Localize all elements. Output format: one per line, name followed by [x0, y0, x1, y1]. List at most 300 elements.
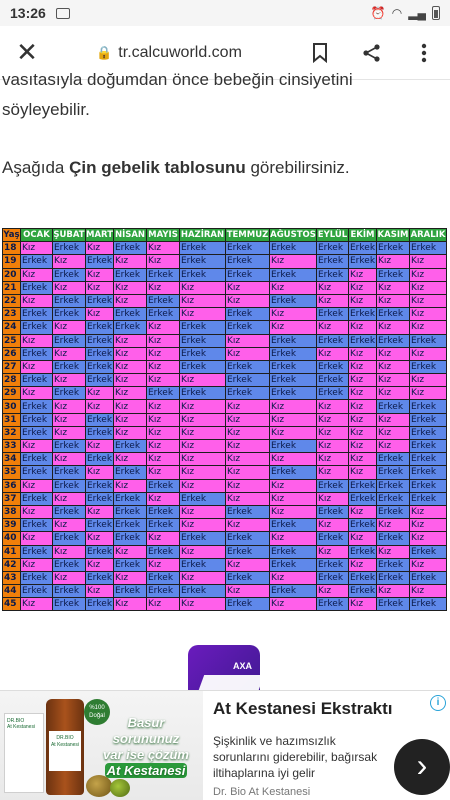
table-row	[3, 242, 447, 255]
girl-cell: Kız	[349, 532, 377, 545]
girl-cell: Kız	[270, 479, 317, 492]
ad-source: Dr. Bio At Kestanesi	[213, 786, 311, 798]
intro-text-after: görebilirsiniz.	[245, 158, 350, 177]
boy-cell: Erkek	[350, 586, 376, 597]
age-cell: 31	[3, 413, 21, 426]
girl-cell: Kız	[114, 545, 147, 558]
boy-cell: Erkek	[53, 558, 86, 571]
url-field[interactable]	[54, 44, 294, 62]
status-time: 13:26	[10, 5, 46, 21]
table-row	[3, 598, 447, 611]
boy-cell: Erkek	[53, 294, 86, 307]
boy-cell: Erkek	[270, 360, 317, 373]
month-header: EKİM	[350, 230, 375, 241]
boy-cell: Erkek	[21, 321, 53, 334]
ad-content[interactable]	[203, 691, 450, 800]
girl-cell: Kız	[410, 321, 447, 334]
girl-cell: Kız	[270, 281, 317, 294]
girl-cell: Kız	[147, 558, 180, 571]
girl-cell: Kız	[114, 255, 147, 268]
girl-cell: Kız	[226, 400, 270, 413]
boy-cell: Erkek	[53, 360, 86, 373]
month-header: HAZİRAN	[180, 230, 225, 241]
table-row	[3, 585, 447, 598]
boy-cell: Erkek	[226, 545, 270, 558]
month-header: AĞUSTOS	[270, 230, 316, 241]
boy-cell: Erkek	[114, 466, 147, 479]
girl-cell: Kız	[53, 453, 86, 466]
table-row	[3, 519, 447, 532]
boy-cell: Erkek	[226, 242, 270, 255]
month-header: MART	[86, 230, 113, 241]
boy-cell: Erkek	[21, 413, 53, 426]
girl-cell: Kız	[270, 426, 317, 439]
girl-cell: Kız	[377, 360, 410, 373]
ad-info-icon[interactable]: i	[430, 695, 446, 711]
girl-cell: Kız	[147, 374, 180, 387]
logo-text: AXA	[232, 661, 252, 671]
age-cell: 20	[3, 268, 21, 281]
girl-cell: Kız	[147, 334, 180, 347]
age-cell: 37	[3, 492, 21, 505]
girl-cell: Kız	[410, 294, 447, 307]
girl-cell: Kız	[270, 571, 317, 584]
boy-cell: Erkek	[87, 414, 113, 425]
boy-cell: Erkek	[226, 321, 270, 334]
boy-cell: Erkek	[226, 387, 270, 400]
article-line-1: vasıtasıyla doğumdan önce bebeğin cinsiyetini	[2, 70, 353, 89]
girl-cell: Kız	[180, 426, 226, 439]
girl-cell: Kız	[53, 519, 86, 532]
girl-cell: Kız	[377, 281, 410, 294]
girl-cell: Kız	[317, 519, 349, 532]
age-cell: 25	[3, 334, 21, 347]
boy-cell: Erkek	[410, 598, 447, 611]
boy-cell: Erkek	[21, 400, 53, 413]
girl-cell: Kız	[377, 413, 410, 426]
girl-cell: Kız	[226, 440, 270, 453]
table-row	[3, 294, 447, 307]
girl-cell: Kız	[349, 505, 377, 518]
boy-cell: Erkek	[350, 520, 376, 531]
girl-cell: Kız	[114, 281, 147, 294]
table-row	[3, 281, 447, 294]
girl-cell: Kız	[410, 558, 447, 571]
girl-cell: Kız	[377, 255, 410, 268]
boy-cell: Erkek	[114, 558, 147, 571]
girl-cell: Kız	[377, 519, 410, 532]
boy-cell: Erkek	[21, 374, 53, 387]
girl-cell: Kız	[114, 347, 147, 360]
girl-cell: Kız	[317, 347, 349, 360]
age-cell: 33	[3, 440, 21, 453]
girl-cell: Kız	[349, 321, 377, 334]
girl-cell: Kız	[270, 308, 317, 321]
share-icon	[362, 43, 382, 63]
boy-cell: Erkek	[21, 585, 53, 598]
girl-cell: Kız	[377, 387, 410, 400]
table-row	[3, 426, 447, 439]
boy-cell: Erkek	[270, 374, 317, 387]
boy-cell: Erkek	[114, 440, 147, 453]
url-text: tr.calcuworld.com	[118, 43, 242, 61]
table-row	[3, 413, 447, 426]
status-icons	[371, 6, 440, 20]
girl-cell: Kız	[53, 321, 86, 334]
article-intro	[0, 154, 450, 182]
boy-cell: Erkek	[270, 545, 317, 558]
boy-cell: Erkek	[87, 480, 113, 491]
boy-cell: Erkek	[226, 598, 270, 611]
boy-cell: Erkek	[350, 243, 376, 254]
girl-cell: Kız	[53, 347, 86, 360]
boy-cell: Erkek	[270, 466, 317, 479]
month-header: NİSAN	[114, 230, 146, 241]
girl-cell: Kız	[180, 545, 226, 558]
boy-cell: Erkek	[21, 453, 53, 466]
girl-cell: Kız	[180, 308, 226, 321]
girl-cell: Kız	[114, 360, 147, 373]
age-cell: 21	[3, 281, 21, 294]
girl-cell: Kız	[226, 492, 270, 505]
age-cell: 24	[3, 321, 21, 334]
age-cell: 30	[3, 400, 21, 413]
boy-cell: Erkek	[53, 334, 86, 347]
table-row	[3, 387, 447, 400]
girl-cell: Kız	[270, 598, 317, 611]
girl-cell: Kız	[114, 453, 147, 466]
age-cell: 19	[3, 255, 21, 268]
table-row	[3, 532, 447, 545]
girl-cell: Kız	[114, 334, 147, 347]
boy-cell: Erkek	[53, 268, 86, 281]
boy-cell: Erkek	[114, 321, 147, 334]
boy-cell: Erkek	[317, 308, 349, 321]
girl-cell: Kız	[147, 242, 180, 255]
boy-cell: Erkek	[410, 440, 447, 453]
girl-cell: Kız	[21, 360, 53, 373]
girl-cell: Kız	[317, 321, 349, 334]
girl-cell: Kız	[147, 360, 180, 373]
boy-cell: Erkek	[350, 546, 376, 557]
girl-cell: Kız	[147, 532, 180, 545]
bottle-brand: DR.BIO	[56, 735, 74, 741]
girl-cell: Kız	[226, 294, 270, 307]
age-cell: 34	[3, 453, 21, 466]
age-cell: 28	[3, 374, 21, 387]
girl-cell: Kız	[114, 387, 147, 400]
boy-cell: Erkek	[317, 532, 349, 545]
girl-cell: Kız	[21, 268, 53, 281]
girl-cell: Kız	[180, 598, 226, 611]
boy-cell: Erkek	[350, 480, 376, 491]
boy-cell: Erkek	[53, 505, 86, 518]
chart-body	[3, 242, 447, 611]
table-row	[3, 545, 447, 558]
boy-cell: Erkek	[270, 387, 317, 400]
boy-cell: Erkek	[377, 505, 410, 518]
ad-title[interactable]: At Kestanesi Ekstraktı	[213, 699, 393, 718]
boy-cell: Erkek	[147, 519, 180, 532]
boy-cell: Erkek	[270, 519, 317, 532]
girl-cell: Kız	[226, 426, 270, 439]
girl-cell: Kız	[377, 585, 410, 598]
girl-cell: Kız	[349, 453, 377, 466]
girl-cell: Kız	[180, 519, 226, 532]
boy-cell: Erkek	[410, 334, 447, 347]
girl-cell: Kız	[114, 571, 147, 584]
girl-cell: Kız	[147, 598, 180, 611]
girl-cell: Kız	[349, 281, 377, 294]
article-line-2: söyleyebilir.	[2, 100, 90, 119]
boy-cell: Erkek	[410, 400, 447, 413]
table-row	[3, 321, 447, 334]
boy-cell: Erkek	[147, 308, 180, 321]
girl-cell: Kız	[270, 453, 317, 466]
boy-cell: Erkek	[53, 585, 86, 598]
ad-open-button[interactable]: ›	[394, 739, 450, 795]
boy-cell: Erkek	[87, 348, 113, 359]
girl-cell: Kız	[147, 255, 180, 268]
boy-cell: Erkek	[87, 322, 113, 333]
girl-cell: Kız	[86, 558, 114, 571]
age-cell: 45	[3, 598, 21, 611]
boy-cell: Erkek	[377, 400, 410, 413]
boy-cell: Erkek	[147, 505, 180, 518]
boy-cell: Erkek	[53, 479, 86, 492]
age-cell: 22	[3, 294, 21, 307]
table-row	[3, 505, 447, 518]
boy-cell: Erkek	[317, 255, 349, 268]
girl-cell: Kız	[86, 387, 114, 400]
girl-cell: Kız	[86, 308, 114, 321]
girl-cell: Kız	[147, 347, 180, 360]
bookmark-icon	[312, 43, 328, 63]
girl-cell: Kız	[377, 294, 410, 307]
girl-cell: Kız	[53, 413, 86, 426]
girl-cell: Kız	[21, 334, 53, 347]
girl-cell: Kız	[86, 281, 114, 294]
girl-cell: Kız	[226, 334, 270, 347]
more-vertical-icon	[421, 43, 427, 63]
boy-cell: Erkek	[270, 558, 317, 571]
girl-cell: Kız	[114, 400, 147, 413]
age-cell: 43	[3, 571, 21, 584]
girl-cell: Kız	[317, 492, 349, 505]
boy-cell: Erkek	[114, 519, 147, 532]
boy-cell: Erkek	[350, 256, 376, 267]
boy-cell: Erkek	[87, 572, 113, 583]
chestnut-shell-image	[110, 779, 130, 797]
boy-cell: Erkek	[21, 492, 53, 505]
table-row	[3, 492, 447, 505]
boy-cell: Erkek	[226, 532, 270, 545]
boy-cell: Erkek	[377, 334, 410, 347]
boy-cell: Erkek	[114, 532, 147, 545]
girl-cell: Kız	[226, 466, 270, 479]
close-icon: ✕	[16, 37, 38, 67]
boy-cell: Erkek	[180, 532, 226, 545]
boy-cell: Erkek	[410, 492, 447, 505]
girl-cell: Kız	[349, 387, 377, 400]
gallery-notification-icon	[56, 8, 70, 19]
girl-cell: Kız	[226, 585, 270, 598]
month-header: ŞUBAT	[53, 230, 85, 241]
month-header: OCAK	[21, 229, 53, 242]
battery-icon	[432, 6, 440, 20]
advertisement[interactable]	[0, 690, 450, 800]
girl-cell: Kız	[53, 426, 86, 439]
boy-cell: Erkek	[270, 347, 317, 360]
boy-cell: Erkek	[410, 466, 447, 479]
girl-cell: Kız	[147, 426, 180, 439]
boy-cell: Erkek	[377, 453, 410, 466]
age-cell: 40	[3, 532, 21, 545]
girl-cell: Kız	[317, 281, 349, 294]
wifi-icon: ◠	[391, 6, 403, 20]
age-cell: 42	[3, 558, 21, 571]
product-box-name: At Kestanesi	[7, 724, 36, 730]
girl-cell: Kız	[226, 519, 270, 532]
banner-highlight: At Kestanesi	[106, 763, 186, 778]
boy-cell: Erkek	[147, 268, 180, 281]
table-row	[3, 479, 447, 492]
boy-cell: Erkek	[180, 268, 226, 281]
boy-cell: Erkek	[53, 242, 86, 255]
girl-cell: Kız	[180, 440, 226, 453]
girl-cell: Kız	[410, 585, 447, 598]
month-header: MAYIS	[148, 230, 178, 241]
boy-cell: Erkek	[147, 387, 180, 400]
age-cell: 41	[3, 545, 21, 558]
girl-cell: Kız	[377, 426, 410, 439]
girl-cell: Kız	[349, 360, 377, 373]
table-row	[3, 255, 447, 268]
boy-cell: Erkek	[180, 242, 226, 255]
girl-cell: Kız	[377, 347, 410, 360]
girl-cell: Kız	[410, 255, 447, 268]
boy-cell: Erkek	[87, 296, 113, 307]
boy-cell: Erkek	[53, 598, 86, 611]
girl-cell: Kız	[86, 242, 114, 255]
girl-cell: Kız	[147, 281, 180, 294]
boy-cell: Erkek	[87, 361, 113, 372]
girl-cell: Kız	[21, 598, 53, 611]
girl-cell: Kız	[410, 268, 447, 281]
boy-cell: Erkek	[114, 585, 147, 598]
boy-cell: Erkek	[180, 347, 226, 360]
girl-cell: Kız	[114, 426, 147, 439]
girl-cell: Kız	[180, 505, 226, 518]
boy-cell: Erkek	[114, 242, 147, 255]
girl-cell: Kız	[53, 545, 86, 558]
girl-cell: Kız	[410, 374, 447, 387]
boy-cell: Erkek	[21, 545, 53, 558]
girl-cell: Kız	[349, 558, 377, 571]
girl-cell: Kız	[21, 479, 53, 492]
boy-cell: Erkek	[317, 334, 349, 347]
girl-cell: Kız	[270, 505, 317, 518]
girl-cell: Kız	[317, 400, 349, 413]
girl-cell: Kız	[226, 479, 270, 492]
age-cell: 29	[3, 387, 21, 400]
age-cell: 26	[3, 347, 21, 360]
boy-cell: Erkek	[180, 558, 226, 571]
ad-image[interactable]	[0, 691, 203, 800]
age-column-header: Yaş	[3, 230, 20, 241]
status-bar	[0, 0, 450, 26]
table-row	[3, 268, 447, 281]
boy-cell: Erkek	[21, 466, 53, 479]
table-row	[3, 374, 447, 387]
girl-cell: Kız	[53, 492, 86, 505]
girl-cell: Kız	[349, 413, 377, 426]
boy-cell: Erkek	[377, 479, 410, 492]
girl-cell: Kız	[21, 532, 53, 545]
girl-cell: Kız	[410, 308, 447, 321]
boy-cell: Erkek	[317, 571, 349, 584]
girl-cell: Kız	[377, 440, 410, 453]
boy-cell: Erkek	[317, 505, 349, 518]
age-cell: 38	[3, 505, 21, 518]
boy-cell: Erkek	[410, 242, 447, 255]
table-row	[3, 453, 447, 466]
table-row	[3, 360, 447, 373]
girl-cell: Kız	[147, 492, 180, 505]
girl-cell: Kız	[53, 374, 86, 387]
boy-cell: Erkek	[114, 492, 147, 505]
girl-cell: Kız	[147, 466, 180, 479]
month-header: ARALIK	[410, 230, 446, 241]
bottle-product: At Kestanesi	[50, 742, 80, 748]
girl-cell: Kız	[180, 281, 226, 294]
boy-cell: Erkek	[180, 585, 226, 598]
girl-cell: Kız	[114, 413, 147, 426]
boy-cell: Erkek	[377, 466, 410, 479]
girl-cell: Kız	[349, 347, 377, 360]
girl-cell: Kız	[349, 400, 377, 413]
table-row	[3, 440, 447, 453]
boy-cell: Erkek	[270, 440, 317, 453]
girl-cell: Kız	[349, 598, 377, 611]
age-cell: 27	[3, 360, 21, 373]
girl-cell: Kız	[317, 545, 349, 558]
natural-badge: %100 Doğal	[84, 699, 110, 725]
boy-cell: Erkek	[270, 294, 317, 307]
boy-cell: Erkek	[21, 308, 53, 321]
age-cell: 36	[3, 479, 21, 492]
boy-cell: Erkek	[226, 571, 270, 584]
boy-cell: Erkek	[410, 571, 447, 584]
girl-cell: Kız	[53, 400, 86, 413]
month-header: KASIM	[377, 230, 409, 241]
boy-cell: Erkek	[410, 479, 447, 492]
boy-cell: Erkek	[147, 294, 180, 307]
boy-cell: Erkek	[147, 571, 180, 584]
table-row	[3, 308, 447, 321]
girl-cell: Kız	[317, 466, 349, 479]
girl-cell: Kız	[226, 413, 270, 426]
girl-cell: Kız	[349, 440, 377, 453]
girl-cell: Kız	[114, 374, 147, 387]
boy-cell: Erkek	[377, 558, 410, 571]
girl-cell: Kız	[86, 466, 114, 479]
boy-cell: Erkek	[21, 426, 53, 439]
girl-cell: Kız	[180, 374, 226, 387]
girl-cell: Kız	[349, 374, 377, 387]
girl-cell: Kız	[377, 321, 410, 334]
girl-cell: Kız	[21, 242, 53, 255]
